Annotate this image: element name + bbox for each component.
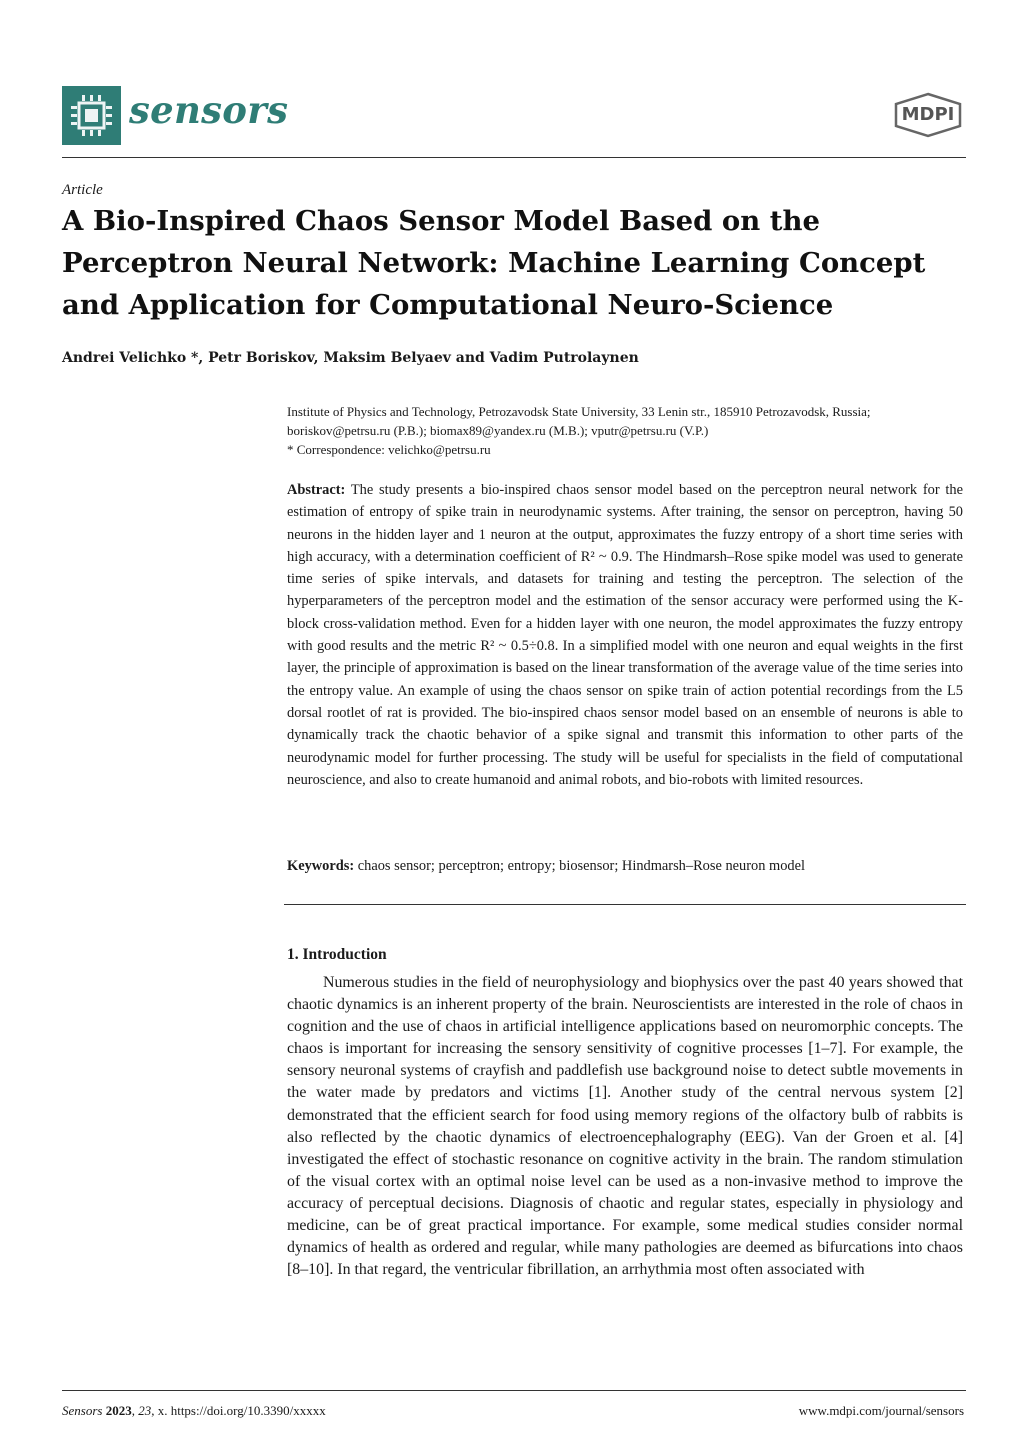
keywords-label: Keywords: bbox=[287, 858, 355, 874]
affiliations bbox=[287, 402, 967, 459]
abstract-text: The study presents a bio-inspired chaos sensor model based on the perceptron neural network for the estimation of entropy of spike train in neurodynamic systems. After training, the sensor on perceptron, having 50 neurons in the hidden layer and 1 neuron at the output, approximates the fuzzy entropy of a short time series with high accuracy, with a determination coefficient of R² ~ 0.9. The Hindmarsh–Rose spike model was used to generate time series of spike intervals, and datasets for training and testing the perceptron. The selection of the hyperparameters of the perceptron model and the estimation of the sensor accuracy were performed using the K-block cross-validation method. Even for a hidden layer with one neuron, the model approximates the fuzzy entropy with good results and the metric R² ~ 0.5÷0.8. In a simplified model with one neuron and equal weights in the first layer, the principle of approximation is based on the linear transformation of the average value of the time series into the entropy value. An example of using the chaos sensor on spike train of action potential recordings from the L5 dorsal rootlet of rat is provided. The bio-inspired chaos sensor model based on an ensemble of neurons is able to dynamically track the chaotic behavior of a spike signal and transmit this information to other parts of the neurodynamic model for further processing. The study will be useful for specialists in the field of computational neuroscience, and also to create humanoid and animal robots, and bio-robots with limited resources. bbox=[287, 482, 963, 788]
article-type: Article bbox=[62, 182, 103, 198]
keywords bbox=[287, 858, 963, 875]
footer-journal: Sensors bbox=[62, 1403, 103, 1418]
footer-year: 2023 bbox=[105, 1403, 132, 1418]
introduction-paragraph: Numerous studies in the field of neurophysiology and biophysics over the past 40 years showed that chaotic dynamics is an inherent property of the brain. Neuroscientists are interested in the role of chaos in cognition and the use of chaos in artificial intelligence applications based on neuromorphic concepts. The chaos is important for increasing the sensory sensitivity of cognitive processes [1–7]. For example, the sensory neuronal systems of crayfish and paddlefish use background noise to detect subtle movements in the water made by predators and victims [1]. Another study of the central nervous system [2] demonstrated that the efficient search for food using memory regions of the olfactory bulb of rabbits is also reflected by the chaotic dynamics of electroencephalography (EEG). Van der Groen et al. [4] investigated the effect of stochastic resonance on cognitive activity in the brain. The random stimulation of the visual cortex with an optimal noise level can be used as a non-invasive method to improve the accuracy of perceptual decisions. Diagnosis of chaotic and regular states, especially in physiology and medicine, can be of great practical importance. For example, some medical studies consider normal dynamics of health as ordered and regular, while many pathologies are deemed as bifurcations into chaos [8–10]. In that regard, the ventricular fibrillation, an arrhythmia most often associated with bbox=[287, 974, 963, 1279]
section-heading: 1. Introduction bbox=[287, 946, 387, 963]
header-divider bbox=[62, 157, 966, 158]
correspondence-line: * Correspondence: velichko@petrsu.ru bbox=[287, 442, 491, 457]
page-header bbox=[62, 86, 966, 158]
sensors-logo-icon bbox=[62, 86, 121, 145]
footer-divider bbox=[62, 1390, 966, 1391]
keywords-text: chaos sensor; perceptron; entropy; biosensor; Hindmarsh–Rose neuron model bbox=[357, 858, 805, 874]
abstract-label: Abstract: bbox=[287, 482, 346, 498]
section-divider bbox=[284, 904, 966, 905]
publisher-name: MDPI bbox=[901, 104, 955, 125]
abstract bbox=[287, 479, 963, 791]
footer-doi[interactable]: , x. https://doi.org/10.3390/xxxxx bbox=[151, 1403, 326, 1418]
journal-name: sensors bbox=[129, 88, 289, 132]
citation-footer: Sensors 2023, 23, x. https://doi.org/10.3390/xxxxx bbox=[62, 1403, 326, 1418]
author-list: Andrei Velichko *, Petr Boriskov, Maksim Belyaev and Vadim Putrolaynen bbox=[62, 350, 639, 366]
mdpi-logo-icon bbox=[892, 92, 964, 138]
journal-url[interactable]: www.mdpi.com/journal/sensors bbox=[798, 1403, 964, 1418]
affiliation-emails: boriskov@petrsu.ru (P.B.); biomax89@yandex.ru (M.B.); vputr@petrsu.ru (V.P.) bbox=[287, 423, 709, 438]
article-title: A Bio-Inspired Chaos Sensor Model Based on the Perceptron Neural Network: Machine Learning Concept and Application for Computational Neuro-Science bbox=[62, 205, 926, 321]
affiliation-line: Institute of Physics and Technology, Petrozavodsk State University, 33 Lenin str., 185910 Petrozavodsk, Russia; bbox=[287, 404, 871, 419]
footer-volume: 23 bbox=[138, 1403, 152, 1418]
